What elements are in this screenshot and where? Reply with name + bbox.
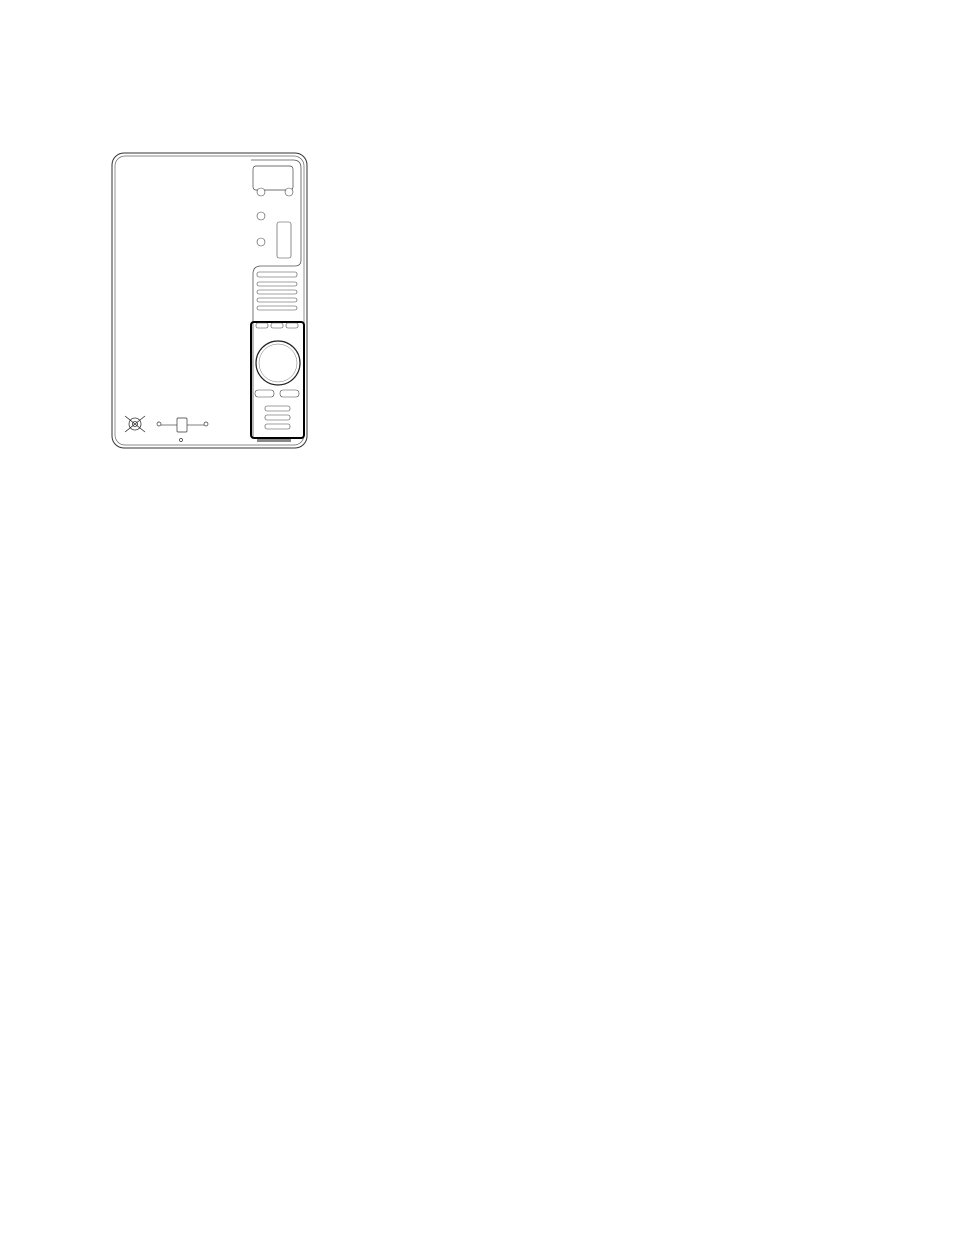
scs1m-device-figure bbox=[111, 152, 308, 449]
bottom-brand-strip bbox=[257, 439, 291, 442]
logo-box bbox=[253, 166, 293, 190]
push-encoder bbox=[256, 341, 300, 385]
browser-buttons bbox=[256, 323, 298, 328]
setup-control-browse-buttons bbox=[265, 406, 290, 429]
side-paragraphs bbox=[321, 174, 842, 196]
